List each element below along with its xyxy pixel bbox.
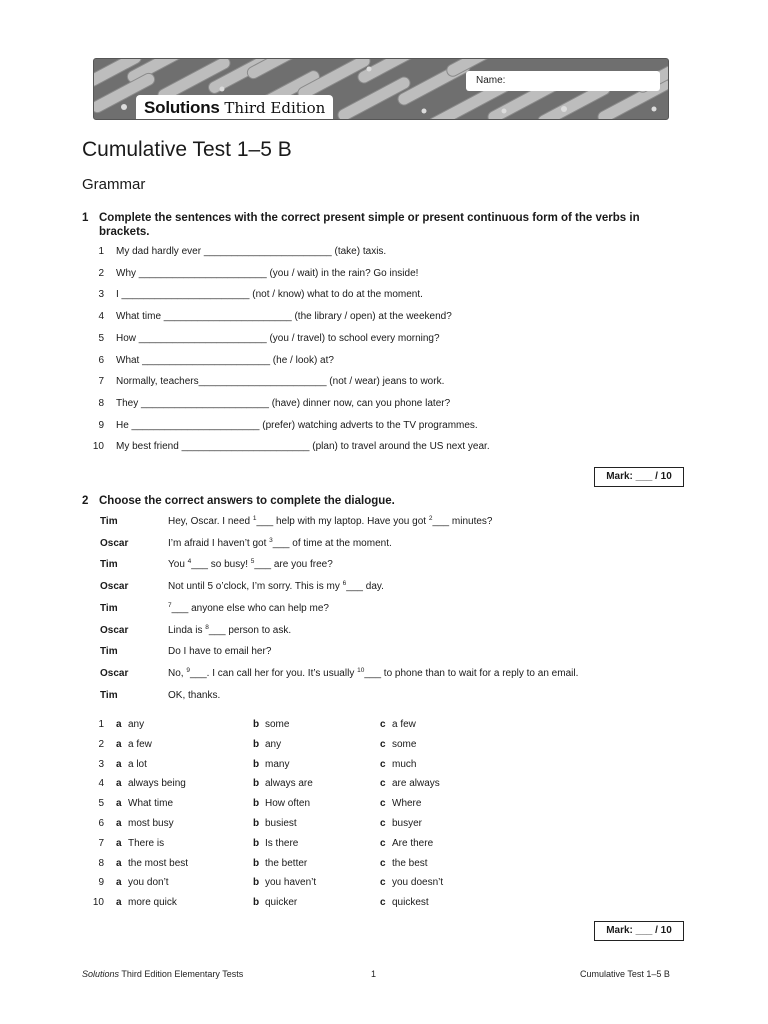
option-letter-a: a bbox=[116, 719, 122, 730]
dialogue-fragment: Not until 5 o’clock, I’m sorry. This is my bbox=[168, 581, 343, 593]
answer-number: 8 bbox=[98, 857, 104, 869]
option-letter-b: b bbox=[253, 818, 260, 829]
option-a[interactable]: the most best bbox=[128, 857, 189, 869]
dialogue-fragment: Do I have to email her? bbox=[168, 646, 272, 658]
brand-bold: Solutions bbox=[144, 98, 220, 117]
dialogue-fragment: No, bbox=[168, 667, 187, 679]
option-b[interactable]: How often bbox=[265, 798, 311, 810]
item-number: 7 bbox=[98, 376, 104, 388]
item-sentence[interactable]: My dad hardly ever _______________________ (take) taxis. bbox=[116, 246, 387, 257]
option-letter-a: a bbox=[116, 837, 122, 849]
option-b[interactable]: always are bbox=[265, 778, 313, 790]
question-2-mark-box: Mark: ___ / 10 bbox=[594, 921, 684, 941]
item-sentence[interactable]: Why _______________________ (you / wait) in the rain? Go inside! bbox=[116, 267, 419, 279]
dialogue-fragment: ___ anyone else who can help me? bbox=[171, 602, 329, 614]
item-sentence[interactable]: What _______________________ (he / look) at? bbox=[116, 354, 334, 366]
footer-page-number: 1 bbox=[371, 969, 377, 979]
section-heading: Grammar bbox=[82, 176, 146, 193]
option-c[interactable]: some bbox=[392, 738, 417, 750]
gap-number[interactable]: 6 bbox=[342, 580, 347, 588]
option-letter-a: a bbox=[116, 877, 122, 889]
option-letter-c: c bbox=[380, 877, 386, 889]
option-letter-a: a bbox=[116, 738, 122, 750]
answer-row bbox=[82, 896, 682, 910]
dialogue-fragment: ___. I can call her for you. It’s usually bbox=[189, 667, 358, 679]
option-letter-a: a bbox=[116, 857, 122, 869]
option-letter-c: c bbox=[380, 818, 386, 829]
option-b[interactable]: the better bbox=[265, 857, 308, 869]
option-b[interactable]: many bbox=[265, 758, 290, 770]
question-2-instruction: Choose the correct answers to complete the dialogue. bbox=[99, 495, 395, 507]
dialogue-fragment: ___ help with my laptop. Have you got bbox=[256, 516, 429, 527]
option-a[interactable]: a lot bbox=[128, 758, 147, 770]
gap-number[interactable]: 9 bbox=[186, 666, 190, 674]
item-sentence[interactable]: How _______________________ (you / travel) to school every morning? bbox=[116, 332, 440, 344]
speaker-name: Tim bbox=[100, 516, 118, 527]
answer-row bbox=[82, 738, 682, 752]
item-number: 2 bbox=[98, 267, 104, 279]
option-letter-b: b bbox=[253, 837, 260, 849]
header-banner bbox=[93, 58, 669, 120]
speaker-name: Tim bbox=[100, 602, 118, 614]
speaker-name: Tim bbox=[100, 646, 118, 658]
item-number: 3 bbox=[98, 289, 104, 301]
item-sentence[interactable]: I _______________________ (not / know) what to do at the moment. bbox=[116, 289, 423, 301]
answer-number: 3 bbox=[98, 758, 104, 770]
option-c[interactable]: the best bbox=[392, 857, 428, 869]
option-c[interactable]: Where bbox=[392, 798, 422, 810]
answer-row bbox=[82, 797, 682, 811]
option-letter-a: a bbox=[116, 778, 122, 790]
dialogue-fragment: ___ of time at the moment. bbox=[272, 537, 392, 549]
dialogue-fragment: ___ minutes? bbox=[432, 516, 493, 527]
option-a[interactable]: most busy bbox=[128, 818, 174, 829]
question-1-instruction: Complete the sentences with the correct present simple or present continuous form of the verbs in brackets. bbox=[99, 212, 640, 238]
dialogue-fragment: You bbox=[168, 559, 188, 571]
answer-row bbox=[82, 857, 682, 871]
item-sentence[interactable]: Normally, teachers_______________________ (not / wear) jeans to work. bbox=[116, 376, 445, 388]
dialogue-text bbox=[168, 602, 329, 616]
answer-row bbox=[82, 817, 682, 831]
speaker-name: Oscar bbox=[100, 537, 129, 549]
option-a[interactable]: you don’t bbox=[128, 877, 169, 889]
question-2-number: 2 bbox=[82, 495, 89, 507]
answer-row bbox=[82, 758, 682, 772]
answer-number: 4 bbox=[98, 778, 104, 790]
option-a[interactable]: What time bbox=[128, 798, 174, 810]
answer-number: 1 bbox=[98, 719, 104, 730]
dialogue-fragment: ___ person to ask. bbox=[208, 624, 292, 636]
dialogue-fragment: ___ day. bbox=[346, 581, 384, 593]
option-letter-b: b bbox=[253, 719, 260, 730]
option-letter-c: c bbox=[380, 758, 386, 770]
dialogue-fragment: ___ so busy! bbox=[191, 559, 251, 571]
option-b[interactable]: any bbox=[265, 738, 282, 750]
item-sentence[interactable]: My best friend _______________________ (plan) to travel around the US next year. bbox=[116, 441, 490, 453]
answer-number: 5 bbox=[98, 798, 104, 810]
option-letter-b: b bbox=[253, 798, 260, 810]
option-letter-b: b bbox=[253, 877, 260, 889]
option-letter-b: b bbox=[253, 857, 260, 869]
option-c[interactable]: are always bbox=[392, 778, 440, 790]
question-1-mark-box: Mark: ___ / 10 bbox=[594, 467, 684, 487]
speaker-name: Oscar bbox=[100, 581, 129, 593]
dialogue-text bbox=[168, 667, 578, 681]
option-letter-c: c bbox=[380, 897, 386, 909]
item-number: 8 bbox=[98, 397, 104, 409]
option-letter-a: a bbox=[116, 897, 122, 909]
dialogue-text bbox=[168, 580, 384, 594]
gap-number[interactable]: 4 bbox=[187, 558, 192, 566]
option-letter-c: c bbox=[380, 837, 386, 849]
speaker-name: Tim bbox=[100, 689, 118, 701]
name-label: Name: bbox=[476, 75, 506, 86]
option-b[interactable]: quicker bbox=[265, 897, 298, 909]
option-letter-b: b bbox=[253, 758, 260, 770]
option-letter-c: c bbox=[380, 798, 386, 810]
dialogue-fragment: I’m afraid I haven’t got bbox=[168, 537, 270, 549]
gap-number[interactable]: 10 bbox=[357, 666, 365, 674]
dialogue-fragment: Hey, Oscar. I need bbox=[168, 516, 253, 527]
dialogue-text bbox=[168, 645, 271, 659]
gap-number[interactable]: 3 bbox=[269, 536, 273, 544]
answer-number: 9 bbox=[98, 877, 104, 889]
answer-number: 7 bbox=[98, 837, 104, 849]
footer-right: Cumulative Test 1–5 B bbox=[580, 969, 670, 979]
question-1-number: 1 bbox=[82, 212, 89, 224]
dialogue-text bbox=[168, 558, 333, 572]
brand-logo bbox=[136, 95, 333, 119]
dialogue-text bbox=[168, 515, 492, 529]
option-a[interactable]: more quick bbox=[128, 897, 177, 909]
dialogue-text bbox=[168, 624, 291, 638]
option-a[interactable]: There is bbox=[128, 837, 165, 849]
footer-series: Solutions bbox=[82, 969, 120, 979]
option-letter-b: b bbox=[253, 897, 260, 909]
answer-row bbox=[82, 777, 682, 791]
speaker-name: Oscar bbox=[100, 624, 129, 636]
gap-number[interactable]: 2 bbox=[428, 515, 433, 522]
option-letter-b: b bbox=[253, 778, 260, 790]
item-number: 1 bbox=[98, 246, 104, 257]
name-field[interactable] bbox=[466, 71, 660, 91]
dialogue-text bbox=[168, 537, 392, 551]
answer-number: 2 bbox=[98, 738, 104, 750]
item-number: 10 bbox=[92, 441, 104, 453]
answer-number: 6 bbox=[98, 818, 104, 829]
footer-left bbox=[82, 968, 243, 980]
item-number: 5 bbox=[98, 332, 104, 344]
dialogue-fragment: ___ are you free? bbox=[254, 559, 333, 571]
option-b[interactable]: Is there bbox=[265, 837, 299, 849]
gap-number[interactable]: 1 bbox=[252, 515, 257, 522]
item-number: 6 bbox=[98, 354, 104, 366]
option-b[interactable]: you haven’t bbox=[265, 877, 317, 889]
dialogue-fragment: Linda is bbox=[168, 624, 206, 636]
option-c[interactable]: busyer bbox=[392, 818, 423, 829]
option-letter-a: a bbox=[116, 798, 122, 810]
brand-rest: Third Edition bbox=[219, 99, 326, 117]
option-c[interactable]: a few bbox=[392, 719, 416, 730]
dialogue-text bbox=[168, 689, 220, 703]
answer-row bbox=[82, 837, 682, 851]
answer-row bbox=[82, 876, 682, 890]
option-b[interactable]: busiest bbox=[265, 818, 297, 829]
footer-series-rest: Third Edition Elementary Tests bbox=[119, 969, 244, 979]
dialogue-fragment: ___ to phone than to wait for a reply to an email. bbox=[364, 667, 579, 679]
gap-number[interactable]: 5 bbox=[250, 558, 255, 566]
dialogue-fragment: OK, thanks. bbox=[168, 689, 221, 701]
option-letter-c: c bbox=[380, 857, 386, 869]
option-letter-b: b bbox=[253, 738, 260, 750]
option-c[interactable]: quickest bbox=[392, 897, 429, 909]
option-letter-c: c bbox=[380, 738, 386, 750]
gap-number[interactable]: 8 bbox=[205, 623, 209, 631]
gap-number[interactable]: 7 bbox=[168, 601, 172, 609]
item-sentence[interactable]: What time _______________________ (the library / open) at the weekend? bbox=[116, 311, 452, 323]
option-b[interactable]: some bbox=[265, 719, 290, 730]
item-sentence[interactable]: They _______________________ (have) dinner now, can you phone later? bbox=[116, 397, 451, 409]
speaker-name: Tim bbox=[100, 559, 118, 571]
item-number: 4 bbox=[98, 311, 104, 323]
option-letter-c: c bbox=[380, 719, 386, 730]
option-letter-a: a bbox=[116, 818, 122, 829]
item-sentence[interactable]: He _______________________ (prefer) watching adverts to the TV programmes. bbox=[116, 419, 478, 431]
option-a[interactable]: any bbox=[128, 719, 145, 730]
option-letter-a: a bbox=[116, 758, 122, 770]
speaker-name: Oscar bbox=[100, 667, 129, 679]
option-a[interactable]: always being bbox=[128, 778, 186, 790]
option-c[interactable]: much bbox=[392, 758, 417, 770]
option-a[interactable]: a few bbox=[128, 738, 152, 750]
item-number: 9 bbox=[98, 419, 104, 431]
answer-row bbox=[82, 718, 682, 732]
answer-number: 10 bbox=[92, 897, 104, 909]
option-c[interactable]: you doesn’t bbox=[392, 877, 444, 889]
option-letter-c: c bbox=[380, 778, 386, 790]
option-c[interactable]: Are there bbox=[392, 837, 434, 849]
page-title: Cumulative Test 1–5 B bbox=[82, 138, 292, 161]
